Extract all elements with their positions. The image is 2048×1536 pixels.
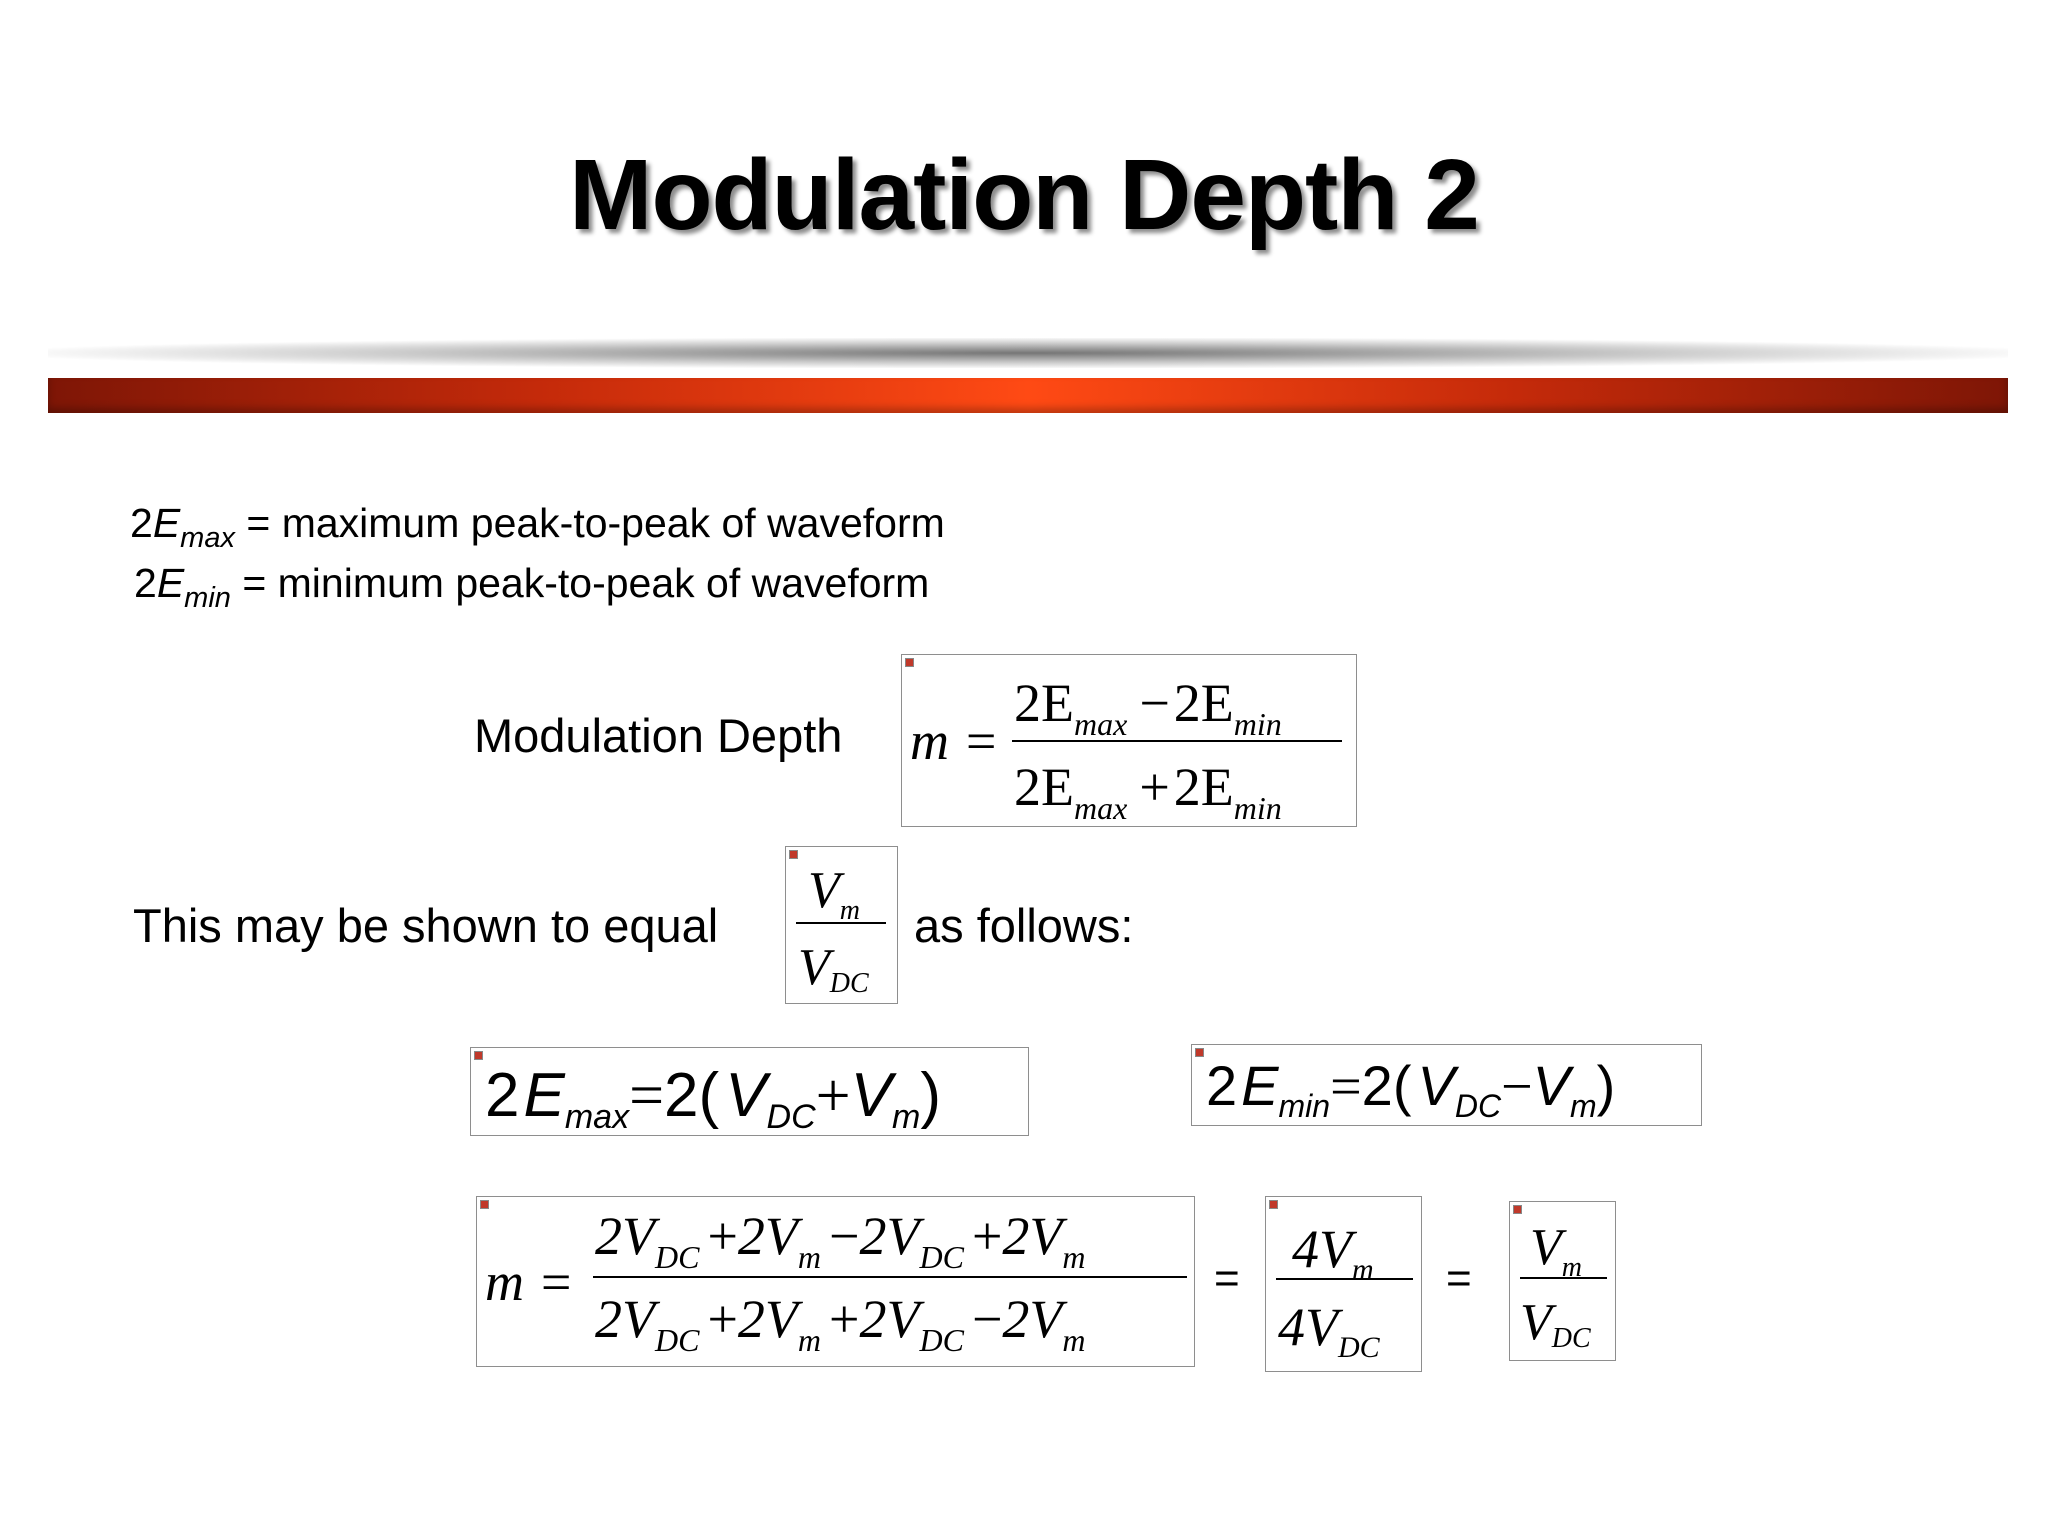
svg-text:Vm: $V_m$ bbox=[808, 862, 860, 926]
m-denominator: $2E_{max} +2E_{min}$ bbox=[1014, 757, 1282, 826]
m-numerator: $2E_{max} -2E_{min}$ bbox=[1014, 673, 1282, 742]
svg-text:4VDC: $4V_{DC}$ bbox=[1278, 1297, 1380, 1364]
page-title: Modulation Depth 2 bbox=[569, 139, 1479, 251]
modulation-depth-label: Modulation Depth bbox=[474, 709, 843, 762]
title-red-bar bbox=[48, 378, 2008, 413]
four-vm-over-four-vdc bbox=[1265, 1196, 1422, 1372]
svg-text:4Vm: $4V_m$ bbox=[1292, 1219, 1374, 1286]
svg-text:2VDC+2Vm−2VDC+2Vm: $2V_{DC} +2V_m -2V_{DC} +2V_m$ bbox=[595, 1206, 1086, 1275]
svg-text:VDC: VDC bbox=[1520, 1294, 1591, 1354]
svg-text:2VDC+2Vm+2VDC−2Vm: $2V_{DC} +2V_m +2V_{DC} -2V_m$ bbox=[595, 1289, 1086, 1358]
emax-equation bbox=[470, 1047, 1029, 1136]
expanded-m-equation bbox=[476, 1196, 1195, 1367]
svg-text:2Emin=2(VDC−Vm): $2E_{min}=2$( $V_{DC}-V_m$) bbox=[1206, 1054, 1616, 1124]
emin-equation bbox=[1191, 1044, 1702, 1126]
svg-text:m =: m = bbox=[485, 1252, 574, 1312]
svg-text:VDC: VDC bbox=[798, 939, 869, 999]
m-lhs: m = bbox=[910, 711, 999, 771]
definition-emin: $2E_{min}$ = minimum peak-to-peak of waveform bbox=[134, 560, 930, 614]
svg-text:Vm: $V_m$ bbox=[1530, 1219, 1582, 1283]
equals-sign-1: = bbox=[1214, 1254, 1240, 1303]
modulation-depth-formula bbox=[901, 654, 1357, 827]
as-follows-label: as follows: bbox=[914, 899, 1134, 952]
definition-emax: $2E_{max}$ = maximum peak-to-peak of waveform bbox=[130, 500, 945, 554]
svg-text:2Emax=2(VDC+Vm): 2Emax=2(VDC+Vm) bbox=[485, 1061, 941, 1136]
vm-over-vdc-ratio bbox=[785, 846, 898, 1004]
final-vm-over-vdc bbox=[1509, 1201, 1616, 1361]
shown-equal-label: This may be shown to equal bbox=[133, 899, 719, 952]
equals-sign-2: = bbox=[1446, 1254, 1472, 1303]
title-shadow-divider bbox=[48, 338, 2008, 368]
